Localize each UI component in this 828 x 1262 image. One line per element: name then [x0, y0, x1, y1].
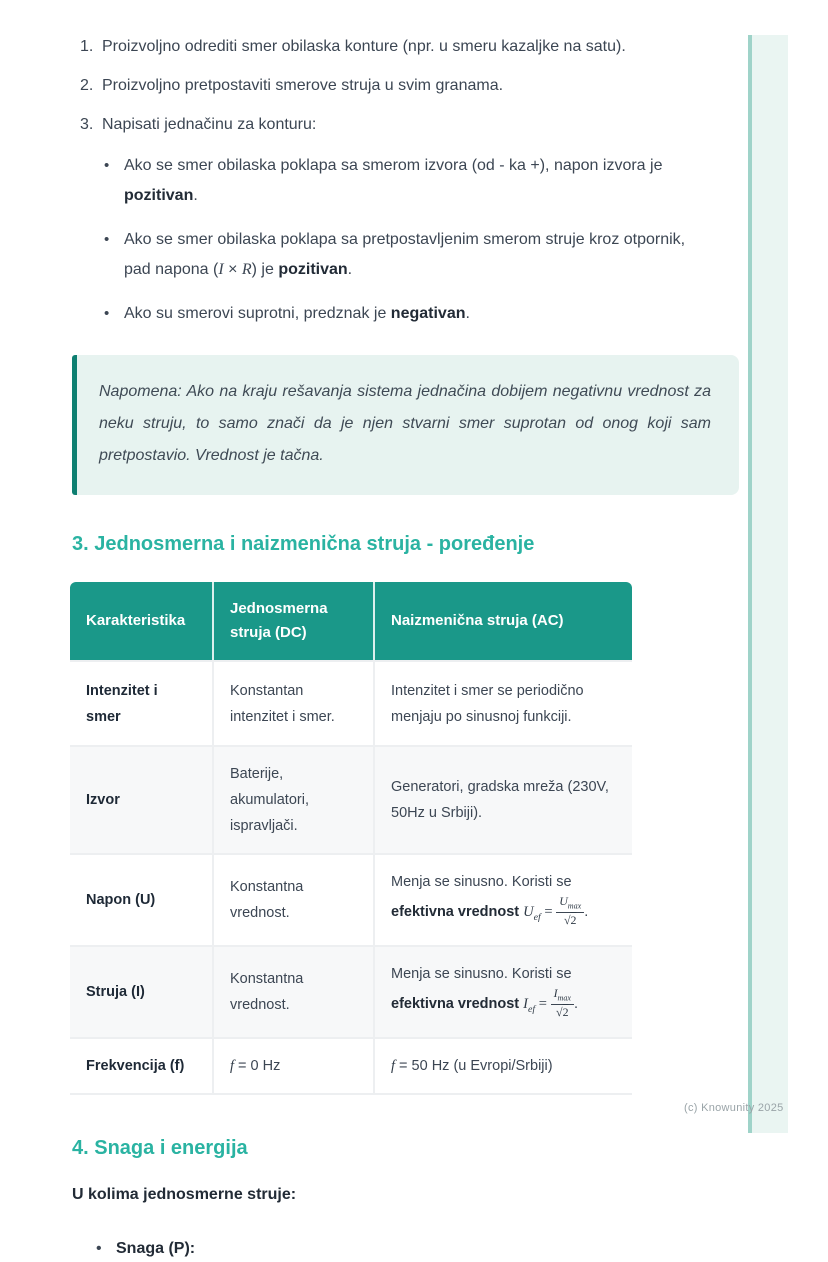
math-formula-ief: $I_{ef}$ = $\frac{I_{max}}{√2}$: [523, 996, 574, 1012]
bullet-text-bold: pozitivan: [278, 261, 348, 278]
row-label: Frekvencija (f): [70, 1037, 212, 1095]
table-header-row: [70, 582, 632, 660]
row-label: Intenzitet i smer: [70, 660, 212, 745]
table-cell: [373, 853, 632, 945]
list-item-text: Proizvoljno pretpostaviti smerove struja u svim granama.: [102, 77, 504, 94]
table-cell: Konstantan intenzitet i smer.: [212, 660, 373, 745]
table-row: [70, 660, 632, 745]
column-header: Karakteristika: [70, 582, 212, 660]
bullet-marker: •: [104, 305, 110, 322]
math-frequency-dc: f: [230, 1057, 235, 1074]
bullet-marker: •: [104, 157, 110, 174]
list-item-text: Napisati jednačinu za konturu:: [102, 116, 317, 133]
bullet-text-part: ) je: [251, 261, 279, 278]
cell-text-bold: efektivna vrednost: [391, 995, 520, 1012]
table-cell: [212, 1037, 373, 1095]
bullet-text-bold: Snaga (P):: [116, 1239, 196, 1257]
bullet-list: [80, 151, 710, 329]
cell-text-part: = 0 Hz: [234, 1057, 281, 1074]
cell-text-part: Menja se sinusno. Koristi se: [391, 965, 572, 982]
bullet-text-bold: negativan: [390, 305, 466, 322]
section-heading-3: 3. Jednosmerna i naizmenična struja - poređenje: [72, 533, 535, 555]
section-subtitle: U kolima jednosmerne struje:: [72, 1185, 297, 1203]
copyright-watermark: (c) Knowunity 2025: [684, 1102, 784, 1114]
row-label: Napon (U): [70, 853, 212, 945]
bullet-text-bold: pozitivan: [124, 187, 194, 204]
table-cell: [373, 945, 632, 1037]
bullet-text-part: .: [347, 261, 353, 278]
bullet-item: [104, 151, 710, 211]
math-frequency-ac: f: [391, 1057, 396, 1074]
bullet-marker: •: [96, 1239, 102, 1257]
cell-text-part: .: [574, 995, 579, 1012]
cell-text-bold: efektivna vrednost: [391, 904, 520, 920]
note-text: Napomena: Ako na kraju rešavanja sistema jednačina dobijem negativnu vrednost za neku struju, to samo znači da je njen stvarni smer suprotan od onog koji sam pretpostavio. Vrednost je tačna.: [99, 383, 711, 464]
bullet-text-part: .: [193, 187, 198, 204]
section-heading-4: 4. Snaga i energija: [72, 1136, 248, 1159]
bullet-text: [124, 299, 470, 329]
table-cell: Konstantna vrednost.: [212, 853, 373, 945]
table-row: [70, 745, 632, 853]
column-header: Jednosmerna struja (DC): [212, 582, 373, 660]
bullet-text-part: Ako se smer obilaska poklapa sa smerom izvora (od - ka +), napon izvora je: [124, 157, 663, 174]
bullet-item: [104, 225, 710, 285]
table-row: [70, 1037, 632, 1095]
table-cell: [373, 1037, 632, 1095]
bullet-item: [96, 1236, 710, 1262]
bullet-marker: •: [104, 231, 110, 248]
math-variable: I: [218, 261, 224, 278]
note-callout: [72, 355, 739, 495]
bullet-text-part: Ako se smer obilaska poklapa sa pretpostavljenim smerom struje kroz otpornik, pad napona (: [124, 231, 686, 278]
math-formula-uef: $U_{ef}$ = $\frac{U_{max}}{√2}$: [523, 904, 584, 920]
table-cell: Baterije, akumulatori, ispravljači.: [212, 745, 373, 853]
numbered-list-item: [80, 73, 710, 99]
row-label: Struja (I): [70, 945, 212, 1037]
bullet-text-part: Ako su smerovi suprotni, predznak je: [124, 305, 391, 322]
scrollbar-track[interactable]: [748, 35, 788, 1133]
table-cell: Intenzitet i smer se periodično menjaju po sinusnoj funkciji.: [373, 660, 632, 745]
table-row: [70, 945, 632, 1037]
math-variable: R: [241, 261, 252, 278]
bullet-text: [124, 151, 710, 211]
cell-text-part: Menja se sinusno. Koristi se: [391, 874, 572, 890]
column-header: Naizmenična struja (AC): [373, 582, 632, 660]
numbered-list-item: [80, 112, 710, 138]
table-row: [70, 853, 632, 945]
comparison-table: [70, 582, 632, 1095]
table-cell: Generatori, gradska mreža (230V, 50Hz u Srbiji).: [373, 745, 632, 853]
math-operator: ×: [223, 261, 242, 278]
document-content: [72, 34, 711, 1262]
cell-text-part: = 50 Hz (u Evropi/Srbiji): [395, 1057, 553, 1074]
cell-text-part: .: [584, 904, 589, 920]
list-number: 1.: [80, 38, 94, 55]
table-cell: Konstantna vrednost.: [212, 945, 373, 1037]
list-item-text: Proizvoljno odrediti smer obilaska konture (npr. u smeru kazaljke na satu).: [102, 38, 626, 55]
row-label: Izvor: [70, 745, 212, 853]
bullet-text-part: .: [465, 305, 470, 322]
numbered-list-item: [80, 34, 710, 60]
list-number: 2.: [80, 77, 94, 94]
bullet-text: [124, 225, 710, 285]
list-number: 3.: [80, 116, 94, 133]
bullet-item: [104, 299, 710, 329]
